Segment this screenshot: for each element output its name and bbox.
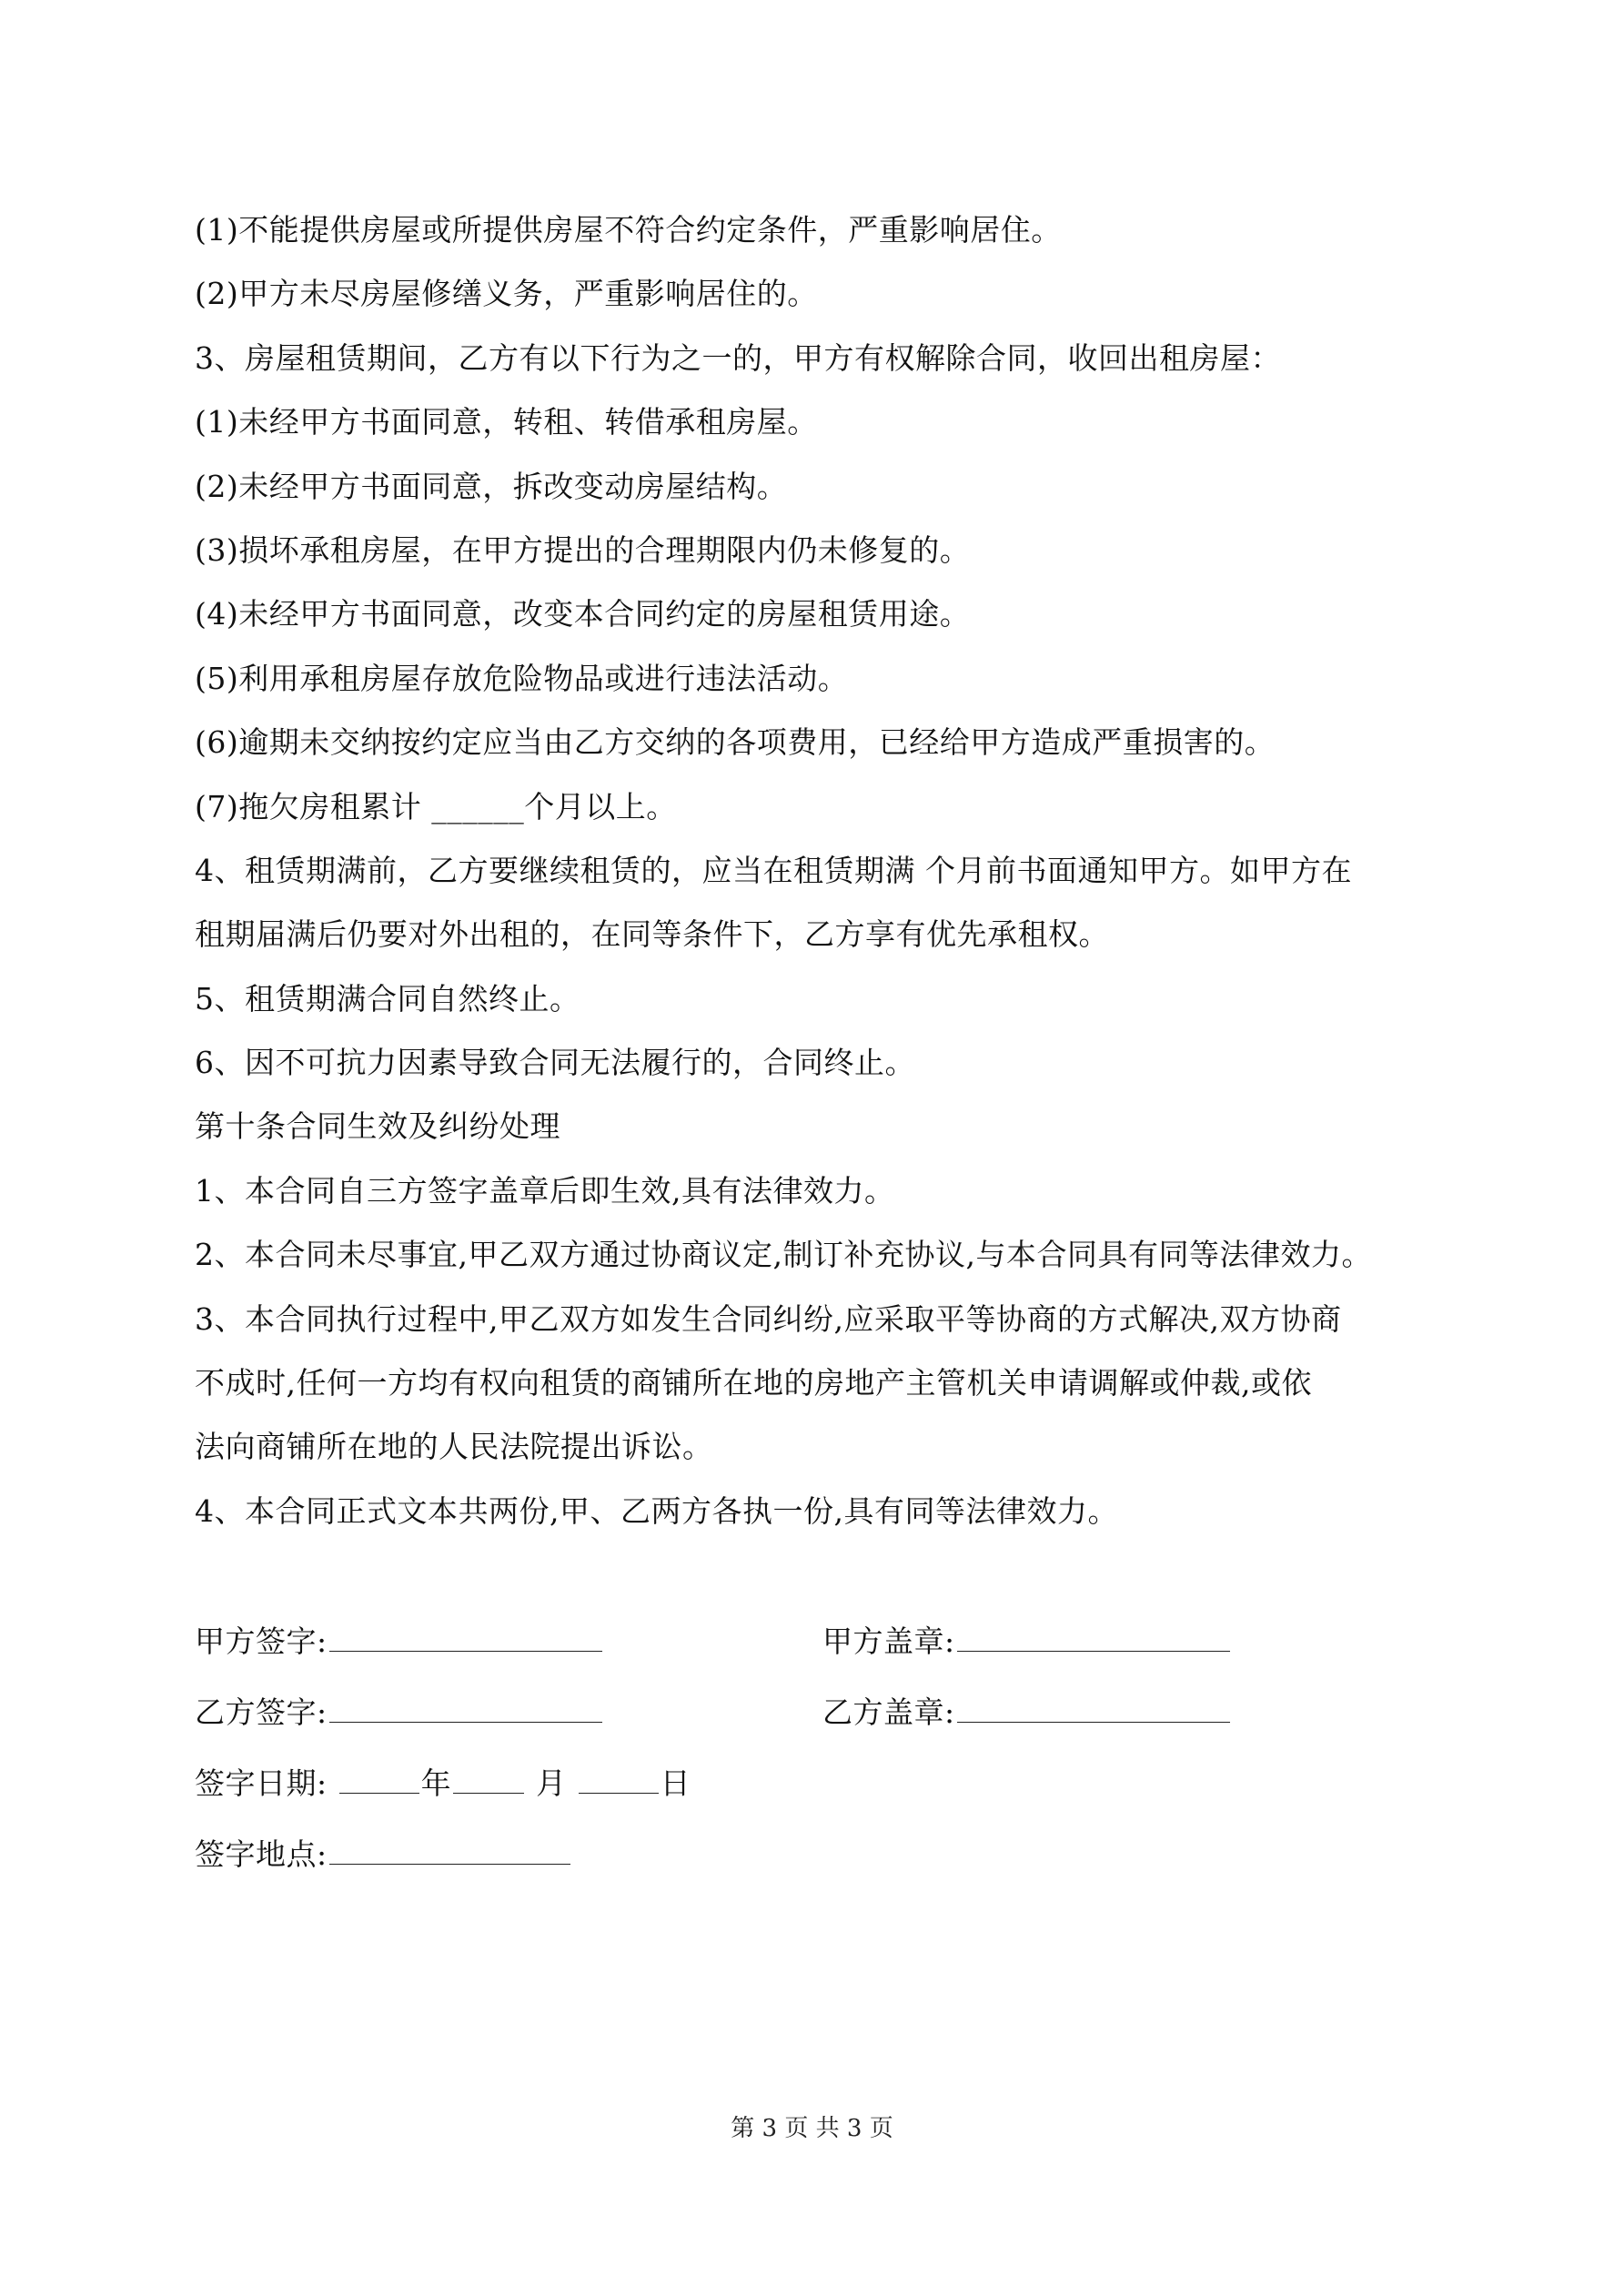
party-a-seal-blank[interactable] (957, 1627, 1230, 1652)
clause-line: (5)利用承租房屋存放危险物品或进行违法活动。 (195, 660, 849, 696)
clause-line: (1)未经甲方书面同意，转租、转借承租房屋。 (195, 404, 818, 440)
clause-line: (4)未经甲方书面同意，改变本合同约定的房屋租赁用途。 (195, 596, 971, 632)
clause-line: 6、因不可抗力因素导致合同无法履行的，合同终止。 (195, 1045, 915, 1081)
signature-date-row (195, 1748, 1468, 1819)
sign-date-field (195, 1748, 691, 1819)
party-b-seal-field (822, 1677, 1232, 1748)
party-b-sign-field (195, 1677, 604, 1748)
signature-row-party-b (195, 1677, 1468, 1748)
party-b-seal-label: 乙方盖章: (822, 1694, 955, 1730)
sign-date-label: 签字日期: (195, 1765, 328, 1801)
clause-line: (1)不能提供房屋或所提供房屋不符合约定条件，严重影响居住。 (195, 212, 1062, 248)
day-label: 日 (660, 1765, 691, 1801)
sign-place-label: 签字地点: (195, 1836, 328, 1872)
party-a-seal-label: 甲方盖章: (822, 1623, 955, 1659)
clause-line: (2)甲方未尽房屋修缮义务，严重影响居住的。 (195, 276, 818, 312)
signature-row-party-a (195, 1606, 1468, 1677)
year-blank[interactable] (339, 1769, 419, 1794)
clause-line: 4、本合同正式文本共两份,甲、乙两方各执一份,具有同等法律效力。 (195, 1492, 1118, 1529)
clause-line: 3、房屋租赁期间，乙方有以下行为之一的，甲方有权解除合同，收回出租房屋： (195, 339, 1281, 376)
month-label: 月 (536, 1765, 567, 1801)
clause-line: 租期届满后仍要对外出租的，在同等条件下，乙方享有优先承租权。 (195, 916, 1109, 953)
month-blank[interactable] (453, 1769, 524, 1794)
party-a-sign-label: 甲方签字: (195, 1623, 328, 1659)
clause-line: 3、本合同执行过程中,甲乙双方如发生合同纠纷,应采取平等协商的方式解决,双方协商 (195, 1300, 1342, 1337)
sign-place-blank[interactable] (329, 1840, 570, 1865)
clause-line: (3)损坏承租房屋，在甲方提出的合理期限内仍未修复的。 (195, 531, 971, 568)
page-number: 第 3 页 共 3 页 (731, 2115, 893, 2142)
clause-line: (7)拖欠房租累计 ______个月以上。 (195, 788, 677, 824)
signature-place-row (195, 1819, 1468, 1890)
party-b-sign-label: 乙方签字: (195, 1694, 328, 1730)
party-b-sign-blank[interactable] (329, 1698, 602, 1723)
section-heading: 第十条合同生效及纠纷处理 (195, 1108, 560, 1145)
clause-line: 不成时,任何一方均有权向租赁的商铺所在地的房地产主管机关申请调解或仲裁,或依 (195, 1365, 1312, 1401)
clause-line: 5、租赁期满合同自然终止。 (195, 980, 580, 1017)
clause-line: (6)逾期未交纳按约定应当由乙方交纳的各项费用，已经给甲方造成严重损害的。 (195, 724, 1276, 761)
contract-body (195, 198, 1468, 1543)
year-label: 年 (420, 1765, 452, 1801)
clause-line: 4、租赁期满前，乙方要继续租赁的，应当在租赁期满 个月前书面通知甲方。如甲方在 (195, 852, 1352, 888)
clause-line: 2、本合同未尽事宜,甲乙双方通过协商议定,制订补充协议,与本合同具有同等法律效力。 (195, 1237, 1372, 1273)
party-a-sign-blank[interactable] (329, 1627, 602, 1652)
clause-line: (2)未经甲方书面同意，拆改变动房屋结构。 (195, 468, 788, 504)
clause-line: 法向商铺所在地的人民法院提出诉讼。 (195, 1429, 713, 1465)
signature-block (195, 1606, 1468, 1890)
day-blank[interactable] (579, 1769, 659, 1794)
party-a-seal-field (822, 1606, 1232, 1677)
party-a-sign-field (195, 1606, 604, 1677)
sign-place-field (195, 1819, 572, 1890)
party-b-seal-blank[interactable] (957, 1698, 1230, 1723)
clause-line: 1、本合同自三方签字盖章后即生效,具有法律效力。 (195, 1172, 895, 1209)
